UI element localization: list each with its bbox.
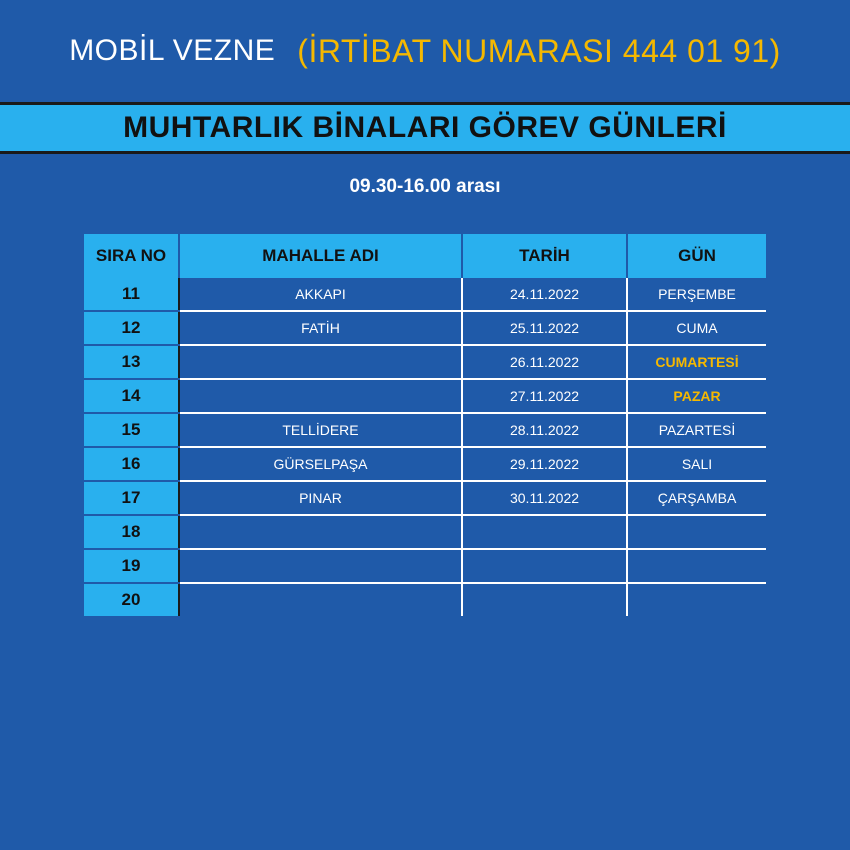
day-cell: PERŞEMBE (627, 278, 766, 311)
date-cell (462, 583, 627, 616)
row-number: 19 (84, 549, 179, 583)
date-cell: 27.11.2022 (462, 379, 627, 413)
neighborhood-name (179, 345, 462, 379)
section-title: MUHTARLIK BİNALARI GÖREV GÜNLERİ (123, 111, 727, 144)
row-number: 20 (84, 583, 179, 616)
day-cell: ÇARŞAMBA (627, 481, 766, 515)
banner-bottom-divider (0, 151, 850, 154)
date-cell: 24.11.2022 (462, 278, 627, 311)
neighborhood-name (179, 583, 462, 616)
working-hours: 09.30-16.00 arası (349, 176, 501, 197)
row-number: 16 (84, 447, 179, 481)
day-cell: SALI (627, 447, 766, 481)
row-number: 18 (84, 515, 179, 549)
table-row (84, 413, 766, 447)
row-number: 14 (84, 379, 179, 413)
contact-number: (İRTİBAT NUMARASI 444 01 91) (297, 32, 781, 69)
row-number: 15 (84, 413, 179, 447)
column-header-gun: GÜN (627, 234, 766, 278)
day-cell-weekend: PAZAR (627, 379, 766, 413)
day-cell: CUMA (627, 311, 766, 345)
neighborhood-name: GÜRSELPAŞA (179, 447, 462, 481)
neighborhood-name: FATİH (179, 311, 462, 345)
date-cell (462, 515, 627, 549)
table-row (84, 311, 766, 345)
schedule-table (84, 234, 766, 616)
page-header (0, 0, 850, 102)
date-cell: 26.11.2022 (462, 345, 627, 379)
row-number: 17 (84, 481, 179, 515)
table-row (84, 481, 766, 515)
date-cell: 29.11.2022 (462, 447, 627, 481)
table-row (84, 379, 766, 413)
day-cell (627, 515, 766, 549)
table-row (84, 345, 766, 379)
row-number: 13 (84, 345, 179, 379)
table-row (84, 447, 766, 481)
day-cell (627, 583, 766, 616)
column-header-no: SIRA NO (84, 234, 179, 278)
day-cell (627, 549, 766, 583)
date-cell: 25.11.2022 (462, 311, 627, 345)
table-row (84, 278, 766, 311)
table-row (84, 515, 766, 549)
neighborhood-name: TELLİDERE (179, 413, 462, 447)
row-number: 12 (84, 311, 179, 345)
date-cell: 28.11.2022 (462, 413, 627, 447)
table-header-row (84, 234, 766, 278)
table-row (84, 583, 766, 616)
neighborhood-name: AKKAPI (179, 278, 462, 311)
neighborhood-name (179, 549, 462, 583)
column-header-mahalle: MAHALLE ADI (179, 234, 462, 278)
date-cell: 30.11.2022 (462, 481, 627, 515)
day-cell-weekend: CUMARTESİ (627, 345, 766, 379)
neighborhood-name (179, 515, 462, 549)
page-title: MOBİL VEZNE (69, 34, 276, 67)
neighborhood-name (179, 379, 462, 413)
section-banner (0, 105, 850, 151)
table-row (84, 549, 766, 583)
day-cell: PAZARTESİ (627, 413, 766, 447)
neighborhood-name: PINAR (179, 481, 462, 515)
row-number: 11 (84, 278, 179, 311)
column-header-tarih: TARİH (462, 234, 627, 278)
date-cell (462, 549, 627, 583)
